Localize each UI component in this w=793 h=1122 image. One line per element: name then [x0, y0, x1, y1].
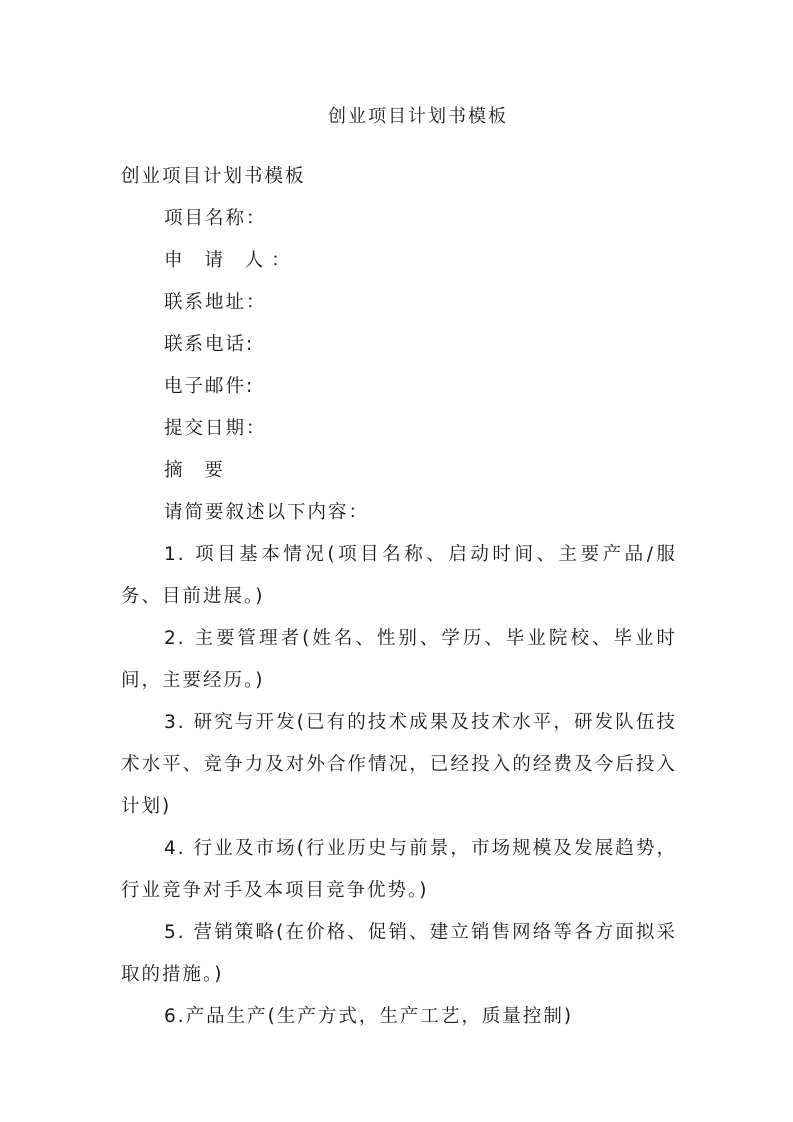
summary-item-5: 5. 营销策略(在价格、促销、建立销售网络等各方面拟采取的措施。) — [121, 922, 677, 985]
summary-item-3: 3. 研究与开发(已有的技术成果及技术水平，研发队伍技术水平、竞争力及对外合作情况，已经投入的经费及今后投入计划) — [121, 712, 677, 817]
summary-intro: 请简要叙述以下内容： — [164, 502, 370, 523]
document-title: 创业项目计划书模板 — [328, 106, 508, 127]
summary-item-1: 1. 项目基本情况(项目名称、启动时间、主要产品/服务、目前进展。) — [121, 544, 677, 607]
field-submit-date: 提交日期： — [164, 418, 267, 439]
field-email: 电子邮件: — [164, 376, 255, 397]
summary-item-2: 2. 主要管理者(姓名、性别、学历、毕业院校、毕业时间，主要经历。) — [121, 628, 677, 691]
field-project-name: 项目名称： — [164, 208, 267, 229]
summary-item-6: 6.产品生产(生产方式，生产工艺，质量控制) — [164, 1006, 574, 1027]
field-applicant: 申 请 人： — [164, 250, 298, 271]
field-contact-address: 联系地址： — [164, 292, 267, 313]
field-contact-phone: 联系电话: — [164, 334, 255, 355]
summary-heading: 摘 要 — [164, 460, 231, 481]
summary-item-4: 4. 行业及市场(行业历史与前景，市场规模及发展趋势，行业竞争对手及本项目竞争优势。) — [121, 838, 677, 901]
document-body — [121, 156, 677, 1038]
document-heading: 创业项目计划书模板 — [121, 166, 306, 187]
